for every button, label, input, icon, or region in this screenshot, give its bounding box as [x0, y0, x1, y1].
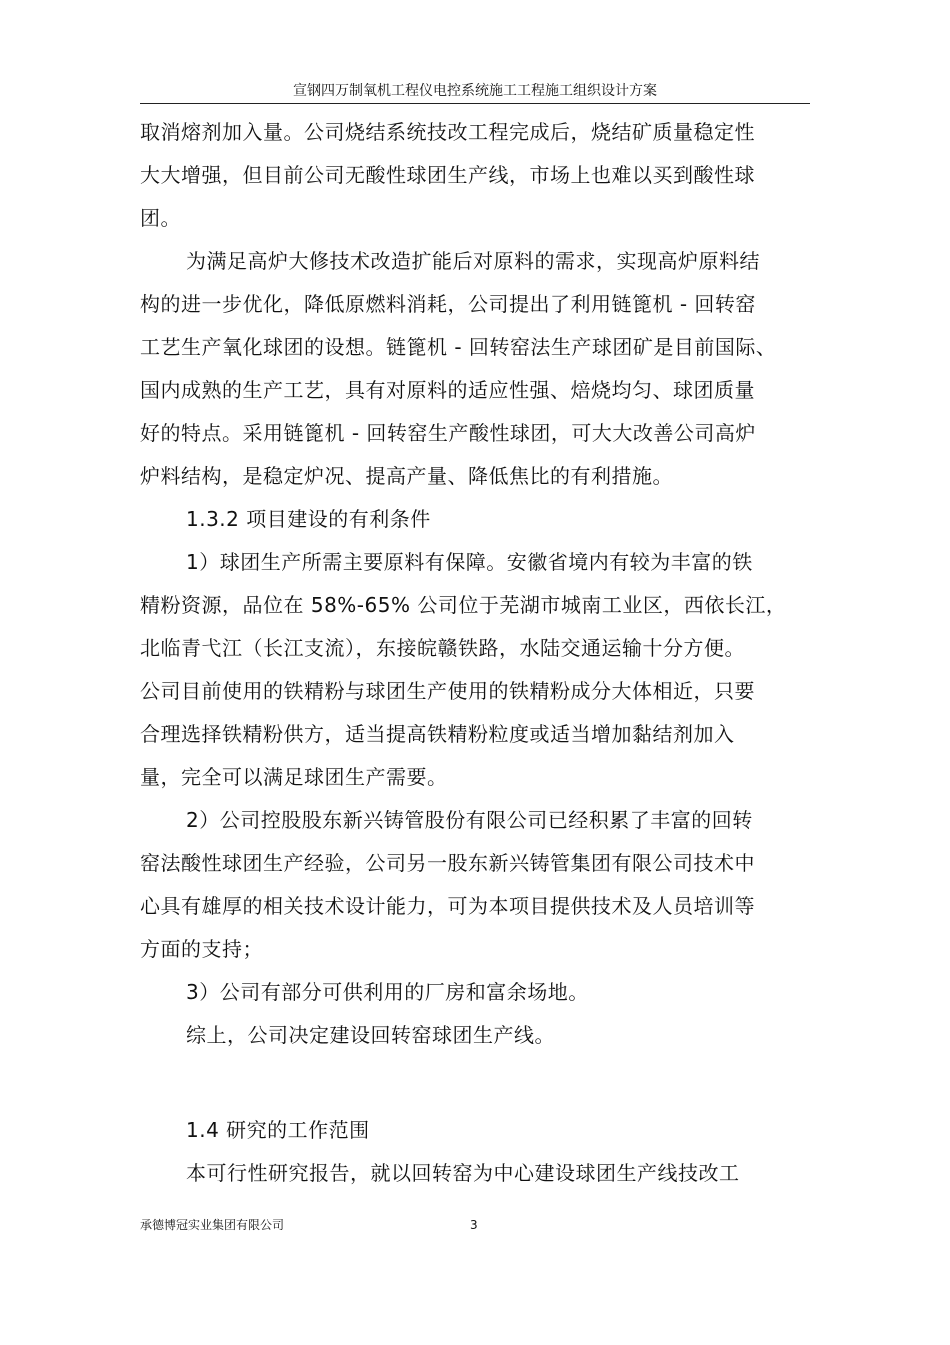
section-heading-1-3-2: 1.3.2 项目建设的有利条件	[186, 507, 431, 531]
text-line: 精粉资源，品位在 58%-65% 公司位于芜湖市城南工业区，西依长江，	[140, 593, 787, 617]
page-number: 3	[470, 1218, 478, 1232]
text-line: 窑法酸性球团生产经验，公司另一股东新兴铸管集团有限公司技术中	[140, 851, 755, 875]
text-line: 大大增强，但目前公司无酸性球团生产线，市场上也难以买到酸性球	[140, 163, 755, 187]
text-line: 合理选择铁精粉供方，适当提高铁精粉粒度或适当增加黏结剂加入	[140, 722, 735, 746]
text-line: 1）球团生产所需主要原料有保障。安徽省境内有较为丰富的铁	[186, 550, 753, 574]
text-line: 2）公司控股股东新兴铸管股份有限公司已经积累了丰富的回转	[186, 808, 753, 832]
text-line: 好的特点。采用链篦机 - 回转窑生产酸性球团，可大大改善公司高炉	[140, 421, 756, 445]
header-divider	[140, 103, 810, 104]
text-line: 取消熔剂加入量。公司烧结系统技改工程完成后，烧结矿质量稳定性	[140, 120, 755, 144]
text-line: 综上，公司决定建设回转窑球团生产线。	[186, 1023, 555, 1047]
text-line: 构的进一步优化，降低原燃料消耗，公司提出了利用链篦机 - 回转窑	[140, 292, 756, 316]
text-line: 工艺生产氧化球团的设想。链篦机 - 回转窑法生产球团矿是目前国际、	[140, 335, 777, 359]
text-line: 公司目前使用的铁精粉与球团生产使用的铁精粉成分大体相近，只要	[140, 679, 755, 703]
text-line: 本可行性研究报告，就以回转窑为中心建设球团生产线技改工	[186, 1161, 740, 1185]
footer-company-name: 承德博冠实业集团有限公司	[140, 1218, 285, 1232]
text-line: 团。	[140, 206, 181, 230]
text-line: 心具有雄厚的相关技术设计能力，可为本项目提供技术及人员培训等	[140, 894, 755, 918]
page-header-title: 宣钢四万制氧机工程仪电控系统施工工程施工组织设计方案	[293, 83, 657, 99]
section-heading-1-4: 1.4 研究的工作范围	[186, 1118, 370, 1142]
text-line: 为满足高炉大修技术改造扩能后对原料的需求，实现高炉原料结	[186, 249, 760, 273]
text-line: 方面的支持；	[140, 937, 263, 961]
text-line: 炉料结构，是稳定炉况、提高产量、降低焦比的有利措施。	[140, 464, 673, 488]
text-line: 量，完全可以满足球团生产需要。	[140, 765, 448, 789]
text-line: 北临青弋江（长江支流），东接皖赣铁路，水陆交通运输十分方便。	[140, 636, 745, 660]
text-line: 国内成熟的生产工艺，具有对原料的适应性强、焙烧均匀、球团质量	[140, 378, 755, 402]
text-line: 3）公司有部分可供利用的厂房和富余场地。	[186, 980, 589, 1004]
